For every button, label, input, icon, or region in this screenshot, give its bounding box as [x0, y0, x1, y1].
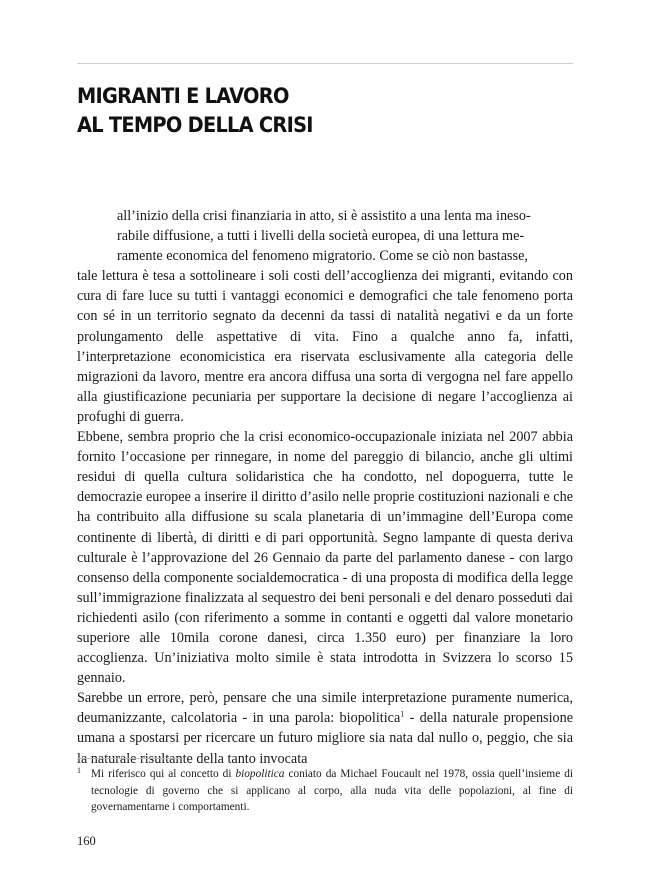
footnote-number: 1 — [77, 766, 81, 775]
article-title — [77, 82, 523, 140]
paragraph-1 — [77, 206, 573, 427]
paragraph-1-line-1: all’inizio della crisi finanziaria in atto, si è assistito a una lenta ma ineso- — [117, 208, 531, 224]
footnote-reference[interactable]: 1 — [400, 709, 405, 719]
footnote-text — [77, 766, 573, 816]
paragraph-2: Ebbene, sembra proprio che la crisi economico-occupazionale iniziata nel 2007 abbia fornito l’occasione per rinnegare, in nome del pareggio di bilancio, anche gli ultimi residui di quella cultura solidaristica che ha condotto, nel dopoguerra, tutte le democrazie europee a inserire il diritto d’asilo nelle proprie costituzioni nazionali e che ha contribuito alla diffusione su scala planetaria di un’immagine dell’Europa come continente di libertà, di diritti e di pari opportunità. Segno lampante di questa deriva culturale è l’approvazione del 26 Gennaio da parte del parlamento danese - con largo consenso della componente socialdemocratica - di una proposta di modifica della legge sull’immigrazione finalizzata al sequestro dei beni personali e del denaro posseduti dai richiedenti asilo (con riferimento a somme in contanti e oggetti dal valore monetario superiore alle 10mila corone danesi, circa 1.350 euro) per finanziare la loro accoglienza. Un’iniziativa molto simile è stata introdotta in Svizzera lo scorso 15 gennaio. — [77, 429, 573, 687]
paragraph-1-line-3: ramente economica del fenomeno migratorio. Come se ciò non bastasse, — [117, 248, 528, 265]
title-line-1: MIGRANTI E LAVORO — [77, 84, 289, 109]
paragraph-3 — [77, 688, 573, 768]
header-rule — [77, 63, 573, 64]
paragraph-3-text-a: Sarebbe un errore, però, pensare che una simile interpretazione puramente numerica, deumanizzante, calcolatoria - in una parola: biopolitica — [77, 690, 573, 727]
paragraph-1-rest: tale lettura è tesa a sottolineare i soli costi dell’accoglienza dei migranti, evitando con cura di fare luce su tutti i vantaggi economici e demografici che tale fenomeno porta con sé in un territorio segnato da decenni da tassi di natalità negativi e da un forte prolungamento delle aspettative di vita. Fino a qualche anno fa, infatti, l’interpretazione economicistica era riservata esclusivamente alla categoria delle migrazioni da lavoro, mentre era ancora diffusa una sorta di vergogna nel fare appello alla giustificazione pecuniaria per supportare la decisione di negare l’accoglienza ai profughi di guerra. — [77, 268, 573, 425]
footnote-rule — [77, 758, 181, 759]
footnote-term: biopolitica — [235, 768, 285, 780]
footnote-text-b: coniato da Michael Foucault nel 1978, ossia quell’insieme di tecnologie di governo che si applicano al corpo, alla nuda vita delle popolazioni, al fine di governamentarne i comportamenti. — [91, 768, 574, 813]
paragraph-3-text-b: - della naturale propensione umana a spostarsi per ricercare un futuro migliore sia nata dal nullo o, peggio, che sia la naturale risultante della tanto invocata — [77, 710, 574, 767]
title-line-2: AL TEMPO DELLA CRISI — [77, 113, 313, 138]
article-body — [77, 206, 573, 769]
footnote — [77, 766, 573, 816]
paragraph-1-line-2: rabile diffusione, a tutti i livelli della società europea, di una lettura me- — [117, 228, 525, 245]
page-number: 160 — [77, 834, 96, 848]
footnote-text-a: Mi riferisco qui al concetto di — [91, 768, 236, 780]
